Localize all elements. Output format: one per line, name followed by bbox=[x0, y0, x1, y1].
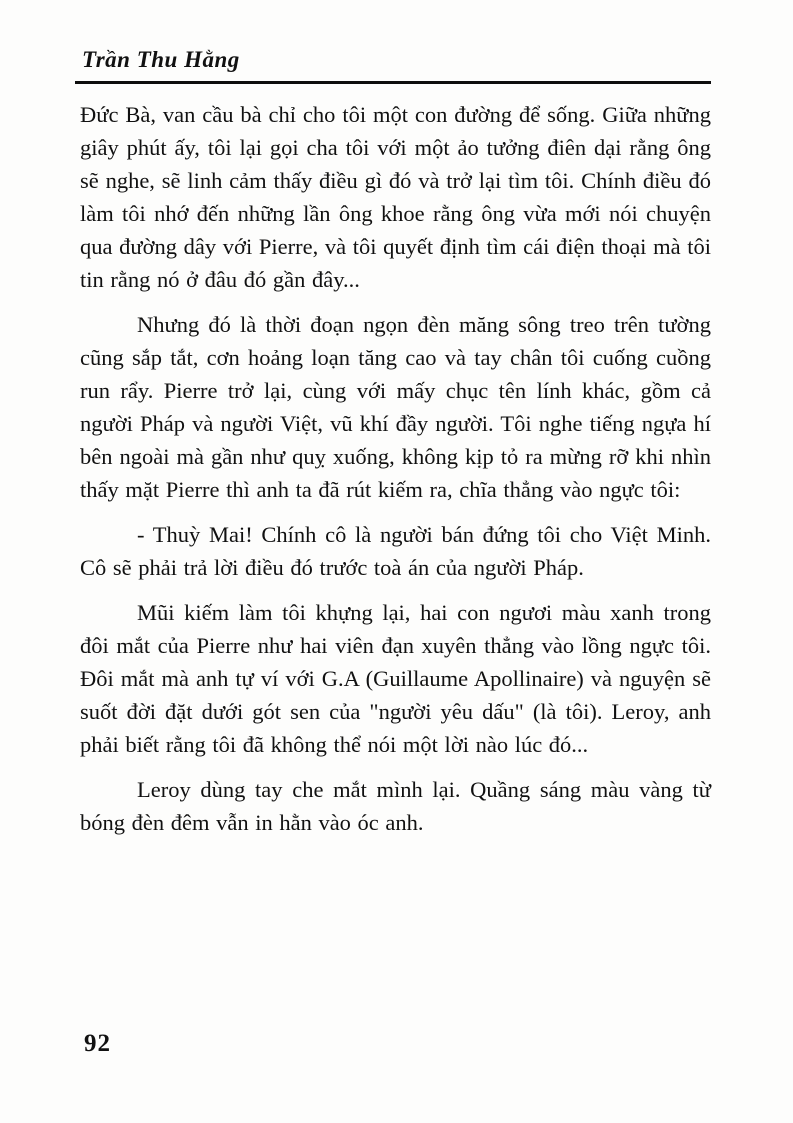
author-name: Trần Thu Hằng bbox=[82, 47, 240, 72]
header-rule-divider bbox=[75, 81, 711, 84]
paragraph: - Thuỳ Mai! Chính cô là người bán đứng tôi cho Việt Minh. Cô sẽ phải trả lời điều đó trước toà án của người Pháp. bbox=[80, 521, 711, 580]
paragraph: Mũi kiếm làm tôi khựng lại, hai con ngươi màu xanh trong đôi mắt của Pierre như hai viên đạn xuyên thẳng vào lồng ngực tôi. Đôi mắt mà anh tự ví với G.A (Guillaume Apollinaire) và nguyện sẽ suốt đời đặt dưới gót sen của "người yêu dấu" (là tôi). Leroy, anh phải biết rằng tôi đã không thể nói một lời nào lúc đó... bbox=[80, 599, 711, 757]
paragraph: Nhưng đó là thời đoạn ngọn đèn măng sông treo trên tường cũng sắp tắt, cơn hoảng loạn tăng cao và tay chân tôi cuống cuồng run rẩy. Pierre trở lại, cùng với mấy chục tên lính khác, gồm cả người Pháp và người Việt, vũ khí đầy người. Tôi nghe tiếng ngựa hí bên ngoài mà gần như quỵ xuống, không kịp tỏ ra mừng rỡ khi nhìn thấy mặt Pierre thì anh ta đã rút kiếm ra, chĩa thẳng vào ngực tôi: bbox=[80, 311, 711, 502]
page-body bbox=[80, 98, 711, 839]
page-number: 92 bbox=[84, 1030, 111, 1057]
page-footer bbox=[84, 1030, 111, 1058]
paragraph: Đức Bà, van cầu bà chỉ cho tôi một con đường để sống. Giữa những giây phút ấy, tôi lại gọi cha tôi với một ảo tưởng điên dại rằng ông sẽ nghe, sẽ linh cảm thấy điều gì đó và trở lại tìm tôi. Chính điều đó làm tôi nhớ đến những lần ông khoe rằng ông vừa mới nói chuyện qua đường dây với Pierre, và tôi quyết định tìm cái điện thoại mà tôi tin rằng nó ở đâu đó gần đây... bbox=[80, 101, 711, 292]
paragraph: Leroy dùng tay che mắt mình lại. Quầng sáng màu vàng từ bóng đèn đêm vẫn in hằn vào óc anh. bbox=[80, 776, 711, 835]
page-header bbox=[80, 46, 711, 84]
